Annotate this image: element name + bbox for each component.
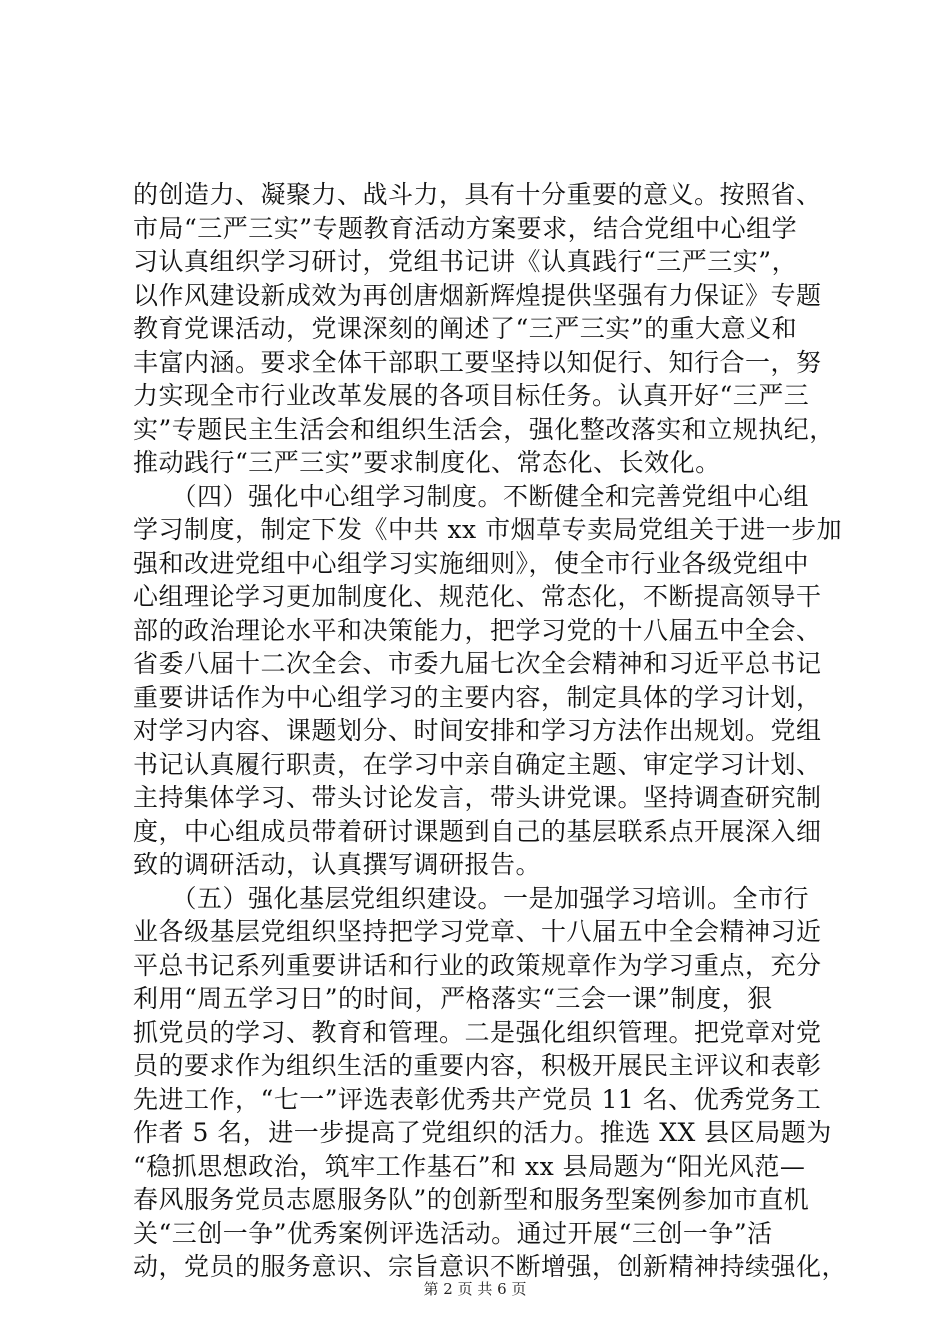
text-line: 动，党员的服务意识、宗旨意识不断增强，创新精神持续强化， [133,1252,848,1281]
text-line: 市局“三严三实”专题教育活动方案要求，结合党组中心组学 [133,213,798,243]
text-line: 重要讲话作为中心组学习的主要内容，制定具体的学习计划， [133,682,822,712]
text-line: 书记认真履行职责，在学习中亲自确定主题、审定学习计划、 [133,749,822,779]
text-line: （五）强化基层党组织建设。一是加强学习培训。全市行 [133,883,810,913]
text-line: “稳抓思想政治，筑牢工作基石”和 xx 县局题为“阳光风范— [133,1151,806,1181]
text-line: 致的调研活动，认真撰写调研报告。 [133,850,542,879]
text-line: 部的政治理论水平和决策能力，把学习党的十八届五中全会、 [133,615,822,645]
text-line: 主持集体学习、带头讨论发言，带头讲党课。坚持调查研究制 [133,783,822,812]
text-line: 省委八届十二次全会、市委九届七次全会精神和习近平总书记 [133,649,822,678]
text-line: 的创造力、凝聚力、战斗力，具有十分重要的意义。按照省、 [133,180,822,209]
text-line: 关“三创一争”优秀案例评选活动。通过开展“三创一争”活 [133,1218,773,1248]
text-line: 推动践行“三严三实”要求制度化、常态化、长效化。 [133,448,721,477]
text-line: 习认真组织学习研讨，党组书记讲《认真践行“三严三实”， [133,247,798,276]
paragraph-continued [133,178,835,480]
text-line: 春风服务党员志愿服务队”的创新型和服务型案例参加市直机 [133,1185,810,1214]
text-line: 教育党课活动，党课深刻的阐述了“三严三实”的重大意义和 [133,314,798,343]
paragraph-section-4 [133,480,843,882]
text-line: 业各级基层党组织坚持把学习党章、十八届五中全会精神习近 [133,917,822,946]
document-body [133,178,848,1284]
text-line: 员的要求作为组织生活的重要内容，积极开展民主评议和表彰 [133,1051,822,1080]
text-line: 平总书记系列重要讲话和行业的政策规章作为学习重点，充分 [133,950,822,980]
text-line: 先进工作，“七一”评选表彰优秀共产党员 11 名、优秀党务工 [133,1084,822,1114]
text-line: 作者 5 名，进一步提高了党组织的活力。推选 XX 县区局题为 [133,1118,832,1147]
text-line: 度，中心组成员带着研讨课题到自己的基层联系点开展深入细 [133,816,822,846]
text-line: 力实现全市行业改革发展的各项目标任务。认真开好“三严三 [133,381,810,410]
text-line: 对学习内容、课题划分、时间安排和学习方法作出规划。党组 [133,716,822,745]
text-line: 丰富内涵。要求全体干部职工要坚持以知促行、知行合一，努 [133,347,822,377]
text-line: 心组理论学习更加制度化、规范化、常态化，不断提高领导干 [133,582,822,611]
paragraph-section-5 [133,882,848,1284]
text-line: 强和改进党组中心组学习实施细则》，使全市行业各级党组中 [133,548,810,578]
text-line: 学习制度，制定下发《中共 xx 市烟草专卖局党组关于进一步加 [133,515,843,544]
text-line: 实”专题民主生活会和组织生活会，强化整改落实和立规执纪， [133,414,835,444]
text-line: 利用“周五学习日”的时间，严格落实“三会一课”制度，狠 [133,984,773,1013]
text-line: 抓党员的学习、教育和管理。二是强化组织管理。把党章对党 [133,1017,822,1047]
text-line: （四）强化中心组学习制度。不断健全和完善党组中心组 [133,481,810,511]
text-line: 以作风建设新成效为再创唐烟新辉煌提供坚强有力保证》专题 [133,280,822,310]
page-number-footer: 第 2 页 共 6 页 [423,1280,527,1298]
